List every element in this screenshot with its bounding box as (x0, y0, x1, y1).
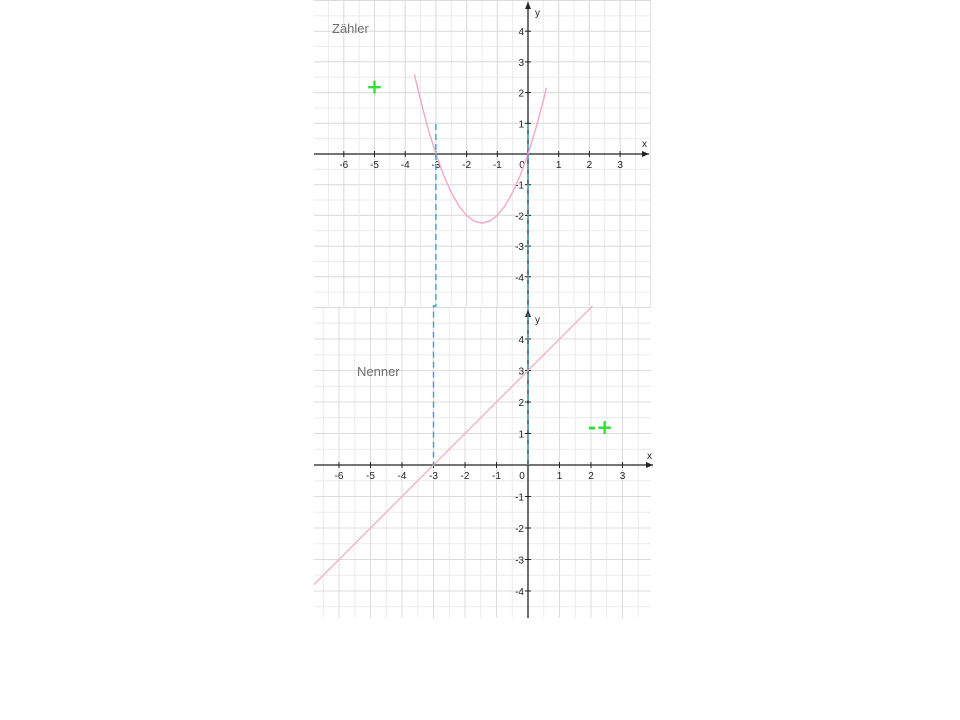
numerator-y-axis-label: y (535, 8, 540, 19)
y-tick-label: 3 (518, 57, 524, 69)
denominator-sign-marker: -+ (587, 415, 613, 440)
x-tick-label: -3 (429, 471, 438, 482)
x-tick-label: 1 (555, 160, 562, 171)
y-tick-label: 2 (518, 398, 524, 409)
numerator-title: Zähler (332, 21, 369, 36)
x-tick-label: 3 (617, 160, 623, 171)
x-tick-label: -6 (334, 471, 344, 482)
x-tick-label: -3 (431, 160, 441, 171)
y-tick-label: -3 (515, 555, 524, 567)
x-tick-label: -2 (462, 160, 472, 171)
y-tick-label: 3 (518, 366, 524, 378)
x-tick-label: -4 (397, 471, 407, 482)
y-tick-label: -3 (515, 242, 524, 254)
y-tick-label: -4 (515, 587, 524, 598)
y-tick-label: 4 (518, 335, 524, 346)
x-tick-label: 0 (519, 471, 525, 482)
x-tick-label: -4 (400, 160, 410, 171)
y-tick-label: -2 (515, 524, 524, 535)
x-tick-label: 1 (556, 471, 563, 482)
x-tick-label: 0 (519, 160, 525, 171)
y-tick-label: -1 (515, 180, 524, 192)
y-tick-label: 2 (518, 88, 524, 100)
numerator-sign-marker: + (366, 74, 383, 99)
y-tick-label: -2 (515, 211, 524, 223)
x-tick-label: 3 (619, 471, 626, 482)
x-tick-label: -5 (366, 471, 375, 482)
denominator-title: Nenner (357, 364, 400, 379)
numerator-panel-background (314, 0, 651, 306)
x-tick-label: -5 (370, 160, 379, 171)
x-tick-label: -1 (492, 160, 502, 171)
numerator-x-axis-label: x (642, 139, 647, 150)
numerator-panel (313, 0, 651, 308)
x-tick-label: -6 (339, 160, 349, 171)
y-tick-label: 1 (518, 119, 524, 131)
denominator-panel (308, 304, 655, 622)
y-tick-label: -4 (515, 272, 524, 284)
denominator-x-axis-label: x (647, 451, 652, 462)
x-tick-label: -2 (460, 471, 470, 482)
y-tick-label: -1 (515, 492, 524, 504)
y-tick-label: 4 (518, 27, 524, 39)
y-tick-label: 1 (518, 429, 524, 441)
denominator-y-axis-label: y (535, 315, 540, 326)
x-tick-label: -1 (492, 471, 501, 482)
x-tick-label: 2 (588, 471, 594, 482)
x-tick-label: 2 (586, 160, 593, 171)
denominator-panel-background (314, 306, 651, 618)
